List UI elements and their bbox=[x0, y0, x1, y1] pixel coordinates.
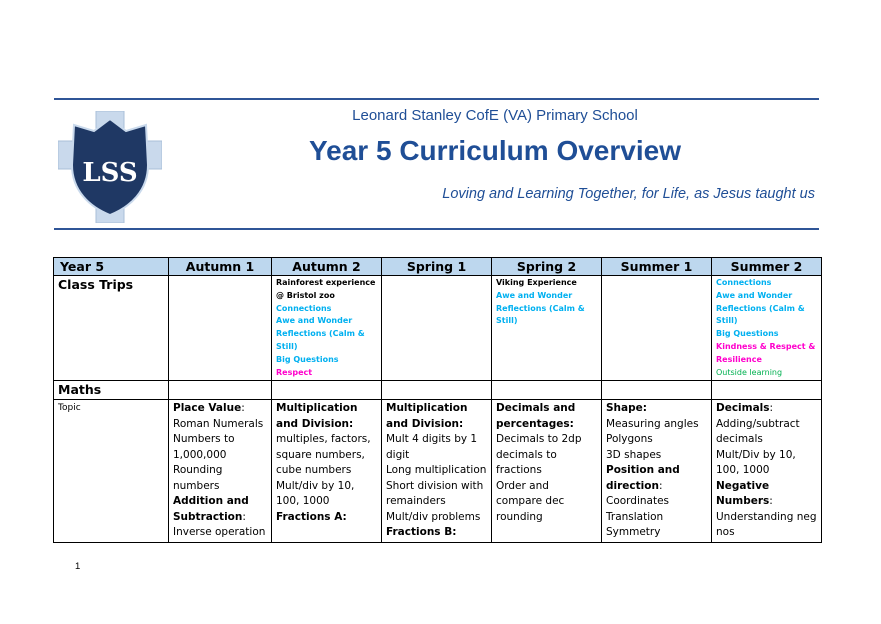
school-crest-logo bbox=[58, 111, 162, 223]
heading-colon: : bbox=[242, 510, 246, 523]
maths-cell bbox=[712, 381, 822, 400]
trip-big-questions: Big Questions bbox=[716, 329, 779, 339]
trip-respect: Respect bbox=[276, 367, 313, 377]
topic-heading: Fractions A: bbox=[276, 510, 347, 523]
school-name: Leonard Stanley CofE (VA) Primary School bbox=[352, 107, 638, 124]
top-rule bbox=[54, 98, 819, 100]
topic-line: Coordinates bbox=[606, 495, 670, 508]
trips-autumn-2 bbox=[272, 276, 382, 381]
topic-heading: Multiplication and Division: bbox=[276, 402, 358, 430]
trip-reflections: Reflections (Calm & Still) bbox=[276, 329, 365, 351]
trip-awe: Awe and Wonder bbox=[716, 290, 793, 300]
maths-cell bbox=[272, 381, 382, 400]
topic-autumn-1 bbox=[169, 400, 272, 543]
header-spring-2: Spring 2 bbox=[492, 258, 602, 276]
topic-line: Understanding neg nos bbox=[716, 510, 817, 539]
topic-line: 3D shapes bbox=[606, 448, 662, 461]
topic-line: Long multiplication bbox=[386, 464, 487, 477]
header-spring-1: Spring 1 bbox=[382, 258, 492, 276]
header-autumn-1: Autumn 1 bbox=[169, 258, 272, 276]
topic-line: Order and compare dec bbox=[496, 479, 565, 508]
class-trips-label: Class Trips bbox=[54, 276, 169, 381]
maths-cell bbox=[169, 381, 272, 400]
trip-reflections: Reflections (Calm & Still) bbox=[716, 303, 805, 326]
topic-summer-2 bbox=[712, 400, 822, 543]
topic-line: Mult 4 digits by 1 digit bbox=[386, 433, 478, 461]
trip-connections: Connections bbox=[716, 278, 772, 287]
curriculum-table bbox=[53, 257, 822, 543]
trip-outside-learning: Outside learning bbox=[716, 367, 783, 377]
topic-label: Topic bbox=[54, 400, 169, 543]
heading-colon: : bbox=[769, 495, 773, 508]
trip-title: Viking Experience bbox=[496, 278, 577, 287]
topic-heading: Decimals and percentages: bbox=[496, 402, 576, 430]
class-trips-row bbox=[54, 276, 822, 381]
topic-row bbox=[54, 400, 822, 543]
topic-line: Roman Numerals bbox=[173, 417, 264, 430]
crest-letters: LSS bbox=[82, 158, 138, 188]
topic-heading: Place Value bbox=[173, 402, 242, 415]
trips-autumn-1 bbox=[169, 276, 272, 381]
topic-line: rounding bbox=[496, 510, 543, 523]
trip-connections: Connections bbox=[276, 303, 332, 313]
maths-cell bbox=[602, 381, 712, 400]
topic-line: Inverse operation bbox=[173, 526, 266, 539]
maths-row bbox=[54, 381, 822, 400]
topic-line: Decimals to 2dp bbox=[496, 433, 582, 446]
topic-heading: Position and direction bbox=[606, 464, 680, 492]
header-year: Year 5 bbox=[54, 258, 169, 276]
heading-colon: : bbox=[658, 479, 663, 492]
topic-summer-1 bbox=[602, 400, 712, 543]
school-motto: Loving and Learning Together, for Life, as Jesus taught us bbox=[442, 186, 815, 202]
table-header-row bbox=[54, 258, 822, 276]
trips-summer-2 bbox=[712, 276, 822, 381]
maths-cell bbox=[382, 381, 492, 400]
trip-big-questions: Big Questions bbox=[276, 354, 339, 364]
topic-line: Measuring angles bbox=[606, 417, 699, 430]
topic-line: decimals to fractions bbox=[496, 448, 557, 477]
topic-line: Short division with remainders bbox=[386, 479, 484, 508]
topic-line: Symmetry bbox=[606, 526, 661, 539]
topic-autumn-2 bbox=[272, 400, 382, 543]
topic-heading: Decimals bbox=[716, 402, 770, 415]
topic-spring-1 bbox=[382, 400, 492, 543]
page-number: 1 bbox=[75, 561, 81, 572]
topic-heading: Multiplication and Division: bbox=[386, 402, 468, 430]
trip-reflections: Reflections (Calm & Still) bbox=[496, 303, 585, 326]
topic-line: Mult/Div by 10, 100, 1000 bbox=[716, 448, 796, 477]
topic-spring-2 bbox=[492, 400, 602, 543]
topic-heading: Shape: bbox=[606, 402, 647, 415]
bottom-rule bbox=[54, 228, 819, 230]
heading-colon: : bbox=[769, 402, 774, 415]
maths-label: Maths bbox=[54, 381, 169, 400]
topic-line: Rounding numbers bbox=[173, 464, 223, 492]
topic-line: Mult/div by 10, 100, 1000 bbox=[276, 479, 355, 508]
topic-line: Polygons bbox=[606, 433, 653, 446]
trips-spring-2 bbox=[492, 276, 602, 381]
topic-line: Mult/div problems bbox=[386, 510, 481, 523]
topic-line: Adding/subtract decimals bbox=[716, 417, 800, 446]
topic-heading: Fractions B: bbox=[386, 526, 457, 539]
maths-cell bbox=[492, 381, 602, 400]
header-summer-2: Summer 2 bbox=[712, 258, 822, 276]
heading-colon: : bbox=[241, 402, 245, 415]
header-autumn-2: Autumn 2 bbox=[272, 258, 382, 276]
trips-summer-1 bbox=[602, 276, 712, 381]
header-summer-1: Summer 1 bbox=[602, 258, 712, 276]
trip-awe: Awe and Wonder bbox=[496, 290, 573, 300]
topic-heading: Addition and Subtraction bbox=[173, 495, 249, 523]
topic-line: multiples, factors, square numbers, cube numbers bbox=[276, 433, 371, 477]
page-title: Year 5 Curriculum Overview bbox=[309, 135, 681, 166]
trip-kindness: Kindness & Respect & Resilience bbox=[716, 341, 816, 364]
topic-line: Numbers to 1,000,000 bbox=[173, 433, 235, 461]
topic-line: Translation bbox=[606, 510, 664, 523]
trip-title: Rainforest experience @ Bristol zoo bbox=[276, 278, 376, 300]
trips-spring-1 bbox=[382, 276, 492, 381]
topic-heading: Negative Numbers bbox=[716, 479, 770, 508]
trip-awe: Awe and Wonder bbox=[276, 316, 353, 326]
